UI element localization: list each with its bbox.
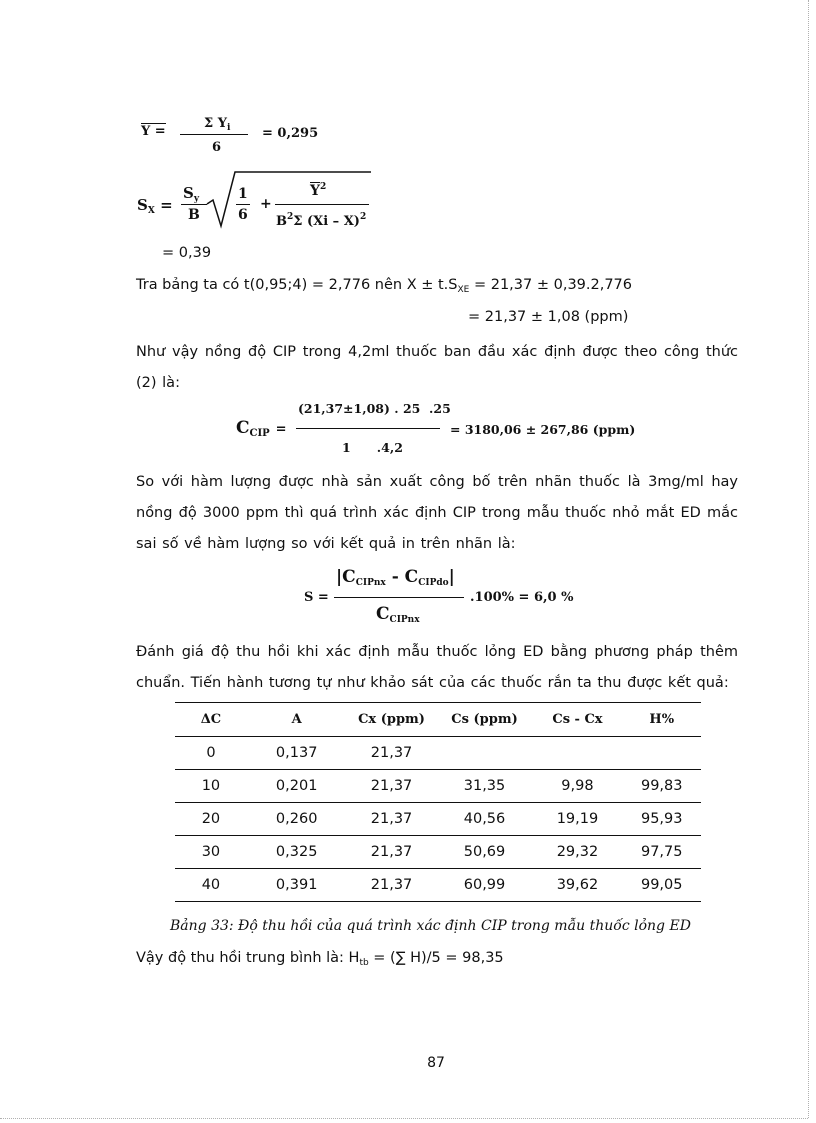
t-line-a: Tra bảng ta có t(0,95;4) = 2,776 nên X ± t.S bbox=[136, 277, 458, 293]
sx-result: = 0,39 bbox=[162, 245, 212, 261]
table-cell: 21,37 bbox=[370, 778, 413, 794]
ccip-denominator: 1 .4,2 bbox=[342, 440, 403, 455]
s-result: .100% = 6,0 % bbox=[470, 590, 574, 605]
table-cell: 0,137 bbox=[275, 745, 318, 761]
table-header-row bbox=[175, 703, 701, 737]
table-cell: 21,37 bbox=[370, 811, 413, 827]
paragraph-3: Đánh giá độ thu hồi khi xác định mẫu thuốc lỏng ED bằng phương pháp thêm chuẩn. Tiến hành tương tự như khảo sát của các thuốc rắn ta thu được kết quả: bbox=[136, 644, 738, 691]
final-line-b: = (∑ H)/5 = 98,35 bbox=[368, 950, 504, 966]
t-line-sub: XE bbox=[457, 285, 470, 295]
table-cell: 40 bbox=[201, 877, 221, 893]
table-cell: 0,391 bbox=[275, 877, 318, 893]
table-cell: 39,62 bbox=[556, 877, 599, 893]
sx-lhs-sub: X bbox=[147, 206, 155, 216]
s-den: C bbox=[376, 604, 390, 624]
sx-plus: + bbox=[260, 196, 272, 212]
table-cell: 60,99 bbox=[463, 877, 506, 893]
table-cell: 0,260 bbox=[275, 811, 318, 827]
t-line-b: = 21,37 ± 0,39.2,776 bbox=[469, 277, 633, 293]
header-delta-c: ΔC bbox=[200, 712, 222, 727]
header-cs: Cs (ppm) bbox=[451, 712, 518, 727]
s-num-left: |C bbox=[336, 567, 356, 587]
ybar-denominator: 6 bbox=[212, 140, 222, 155]
ybar-num-sub: i bbox=[227, 123, 231, 133]
page-frame-right bbox=[808, 0, 809, 1118]
table-cell: 95,93 bbox=[640, 811, 683, 827]
s-num-mid: - C bbox=[385, 567, 419, 587]
page-number: 87 bbox=[427, 1055, 445, 1071]
s-lhs: S = bbox=[304, 590, 329, 605]
table-cell: 97,75 bbox=[640, 844, 683, 860]
table-cell: 21,37 bbox=[370, 745, 413, 761]
ybar-result: = 0,295 bbox=[262, 126, 319, 141]
final-line-a: Vậy độ thu hồi trung bình là: H bbox=[136, 950, 360, 966]
table-cell: 99,05 bbox=[640, 877, 683, 893]
sx-sy-sub: y bbox=[193, 194, 200, 204]
header-h: H% bbox=[649, 712, 675, 727]
table-cell: 20 bbox=[201, 811, 221, 827]
paragraph-2: So với hàm lượng được nhà sản xuất công bố trên nhãn thuốc là 3mg/ml hay nồng độ 3000 ppm thì quá trình xác định CIP trong mẫu thuốc nhỏ mắt ED mắc sai số về hàm lượng so với kết quả in trên nhãn là: bbox=[136, 474, 738, 552]
table-cell: 21,37 bbox=[370, 844, 413, 860]
recovery-table bbox=[175, 702, 701, 902]
sx-lhs: S bbox=[137, 196, 148, 214]
table-cell: 19,19 bbox=[556, 811, 599, 827]
table-cell: 99,83 bbox=[640, 778, 683, 794]
sx-y2-sup: 2 bbox=[320, 182, 327, 192]
header-a: A bbox=[291, 712, 302, 727]
table-cell: 9,98 bbox=[561, 778, 594, 794]
t-table-line bbox=[136, 277, 632, 295]
table-row bbox=[175, 836, 701, 869]
table-cell: 0,201 bbox=[275, 778, 318, 794]
page-frame-bottom bbox=[0, 1118, 808, 1119]
table-cell: 40,56 bbox=[463, 811, 506, 827]
table-cell: 0,325 bbox=[275, 844, 318, 860]
sx-six: 6 bbox=[238, 207, 248, 223]
table-cell: 50,69 bbox=[463, 844, 506, 860]
table-cell bbox=[622, 737, 701, 770]
s-num-right: | bbox=[448, 567, 455, 587]
ybar-numerator: Σ Y bbox=[204, 116, 227, 131]
table-row bbox=[175, 770, 701, 803]
sx-den-b-sup: 2 bbox=[287, 212, 294, 222]
table-cell: 0 bbox=[206, 745, 216, 761]
result-line: = 21,37 ± 1,08 (ppm) bbox=[468, 309, 629, 325]
table-cell: 30 bbox=[201, 844, 221, 860]
table-cell: 31,35 bbox=[463, 778, 506, 794]
table-row bbox=[175, 869, 701, 902]
final-line-sub: tb bbox=[359, 958, 369, 968]
s-den-sub: CIPnx bbox=[389, 615, 420, 625]
sx-b: B bbox=[188, 207, 200, 223]
ccip-numerator: (21,37±1,08) . 25 .25 bbox=[298, 401, 451, 416]
sx-den-sup: 2 bbox=[359, 212, 367, 222]
table-cell: 10 bbox=[201, 778, 221, 794]
sx-den-b: B bbox=[276, 214, 287, 229]
sx-one: 1 bbox=[238, 186, 248, 202]
ccip-lhs: C bbox=[236, 418, 250, 438]
final-line bbox=[136, 950, 504, 968]
table-cell bbox=[532, 737, 622, 770]
s-num-mid-sub: CIPdo bbox=[418, 578, 449, 588]
s-num-left-sub: CIPnx bbox=[355, 578, 386, 588]
table-cell: 21,37 bbox=[370, 877, 413, 893]
sx-eq: = bbox=[160, 196, 173, 214]
table-cell bbox=[437, 737, 533, 770]
ccip-result: = 3180,06 ± 267,86 (ppm) bbox=[450, 422, 636, 437]
table-row bbox=[175, 803, 701, 836]
paragraph-1: Như vậy nồng độ CIP trong 4,2ml thuốc ban đầu xác định được theo công thức (2) là: bbox=[136, 344, 738, 391]
table-row bbox=[175, 737, 701, 770]
ybar-lhs: Y = bbox=[141, 124, 166, 139]
table-cell: 29,32 bbox=[556, 844, 599, 860]
header-cx: Cx (ppm) bbox=[358, 712, 425, 727]
sx-y2: Y bbox=[310, 183, 320, 199]
ccip-eq: = bbox=[275, 422, 287, 437]
ccip-lhs-sub: CIP bbox=[249, 428, 270, 439]
sx-sy: S bbox=[183, 184, 194, 202]
sx-den-rest: Σ (Xi – X) bbox=[293, 214, 360, 229]
header-cs-cx: Cs - Cx bbox=[552, 712, 603, 727]
table-caption: Bảng 33: Độ thu hồi của quá trình xác định CIP trong mẫu thuốc lỏng ED bbox=[170, 918, 691, 934]
